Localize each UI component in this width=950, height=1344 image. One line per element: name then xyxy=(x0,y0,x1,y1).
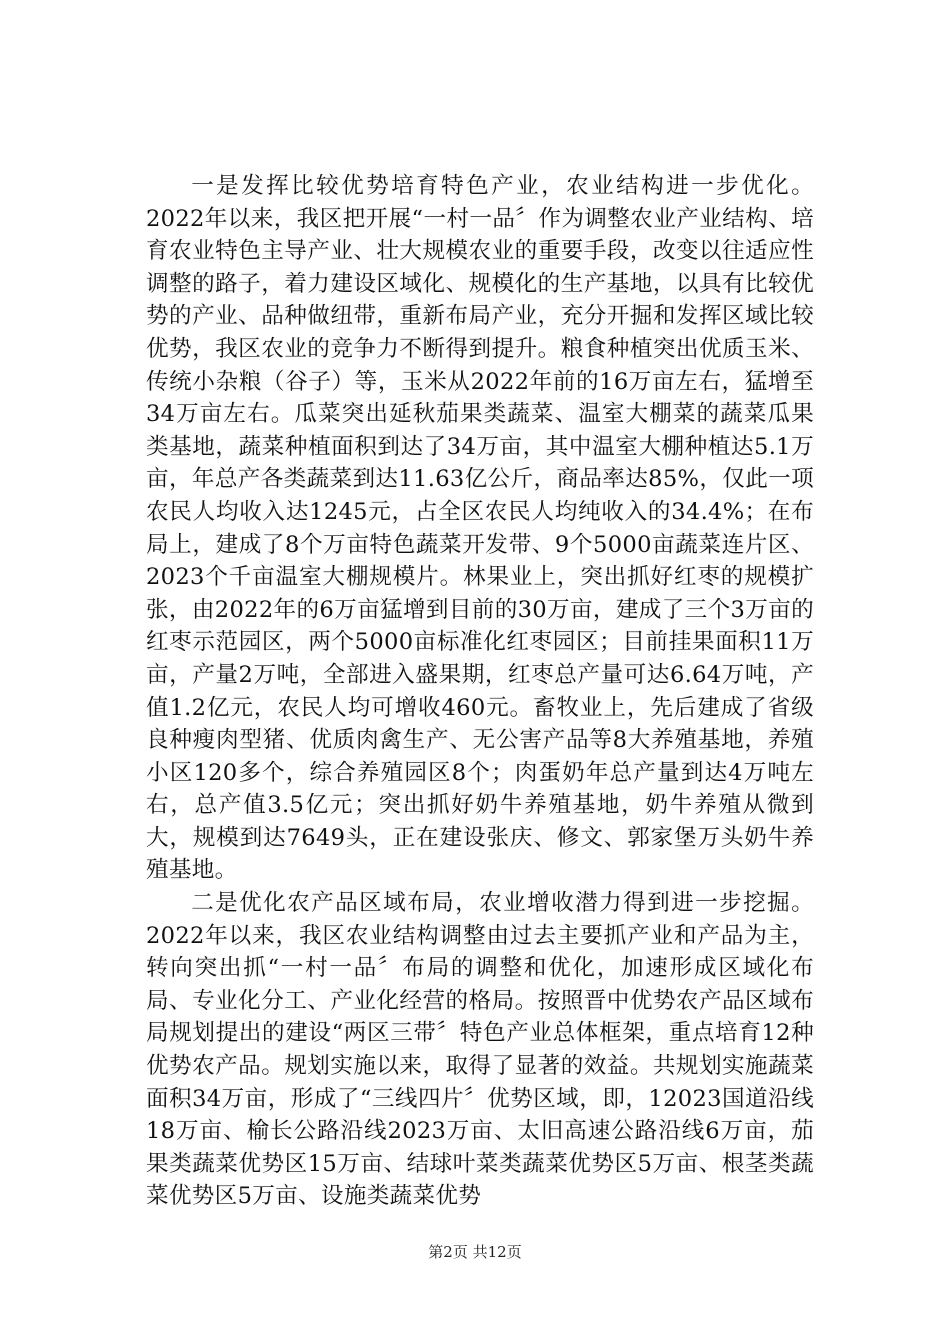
page-footer xyxy=(0,1242,950,1262)
page-number: 第2页 xyxy=(428,1243,468,1261)
document-body xyxy=(146,170,814,1213)
paragraph-1: 一是发挥比较优势培育特色产业，农业结构进一步优化。2022年以来，我区把开展“一村一品〞作为调整农业产业结构、培育农业特色主导产业、壮大规模农业的重要手段，改变以往适应性调整的路子，着力建设区域化、规模化的生产基地，以具有比较优势的产业、品种做纽带，重新布局产业，充分开掘和发挥区域比较优势，我区农业的竞争力不断得到提升。粮食种植突出优质玉米、传统小杂粮（谷子）等，玉米从2022年前的16万亩左右，猛增至34万亩左右。瓜菜突出延秋茄果类蔬菜、温室大棚菜的蔬菜瓜果类基地，蔬菜种植面积到达了34万亩，其中温室大棚种植达5.1万亩，年总产各类蔬菜到达11.63亿公斤，商品率达85%，仅此一项农民人均收入达1245元，占全区农民人均纯收入的34.4%；在布局上，建成了8个万亩特色蔬菜开发带、9个5000亩蔬菜连片区、2023个千亩温室大棚规模片。林果业上，突出抓好红枣的规模扩张，由2022年的6万亩猛增到目前的30万亩，建成了三个3万亩的红枣示范园区，两个5000亩标准化红枣园区；目前挂果面积11万亩，产量2万吨，全部进入盛果期，红枣总产量可达6.64万吨，产值1.2亿元，农民人均可增收460元。畜牧业上，先后建成了省级良种瘦肉型猪、优质肉禽生产、无公害产品等8大养殖基地，养殖小区120多个，综合养殖园区8个；肉蛋奶年总产量到达4万吨左右，总产值3.5亿元；突出抓好奶牛养殖基地，奶牛养殖从微到大，规模到达7649头，正在建设张庆、修文、郭家堡万头奶牛养殖基地。 xyxy=(146,173,814,884)
page-total: 共12页 xyxy=(472,1243,522,1261)
paragraph-2: 二是优化农产品区域布局，农业增收潜力得到进一步挖掘。2022年以来，我区农业结构调整由过去主要抓产业和产品为主，转向突出抓“一村一品〞布局的调整和优化，加速形成区域化布局、专业化分工、产业化经营的格局。按照晋中优势农产品区域布局规划提出的建设“两区三带〞特色产业总体框架，重点培育12种优势农产品。规划实施以来，取得了显著的效益。共规划实施蔬菜面积34万亩，形成了“三线四片〞优势区域，即，12023国道沿线18万亩、榆长公路沿线2023万亩、太旧高速公路沿线6万亩，茄果类蔬菜优势区15万亩、结球叶菜类蔬菜优势区5万亩、根茎类蔬菜优势区5万亩、设施类蔬菜优势 xyxy=(146,890,814,1210)
